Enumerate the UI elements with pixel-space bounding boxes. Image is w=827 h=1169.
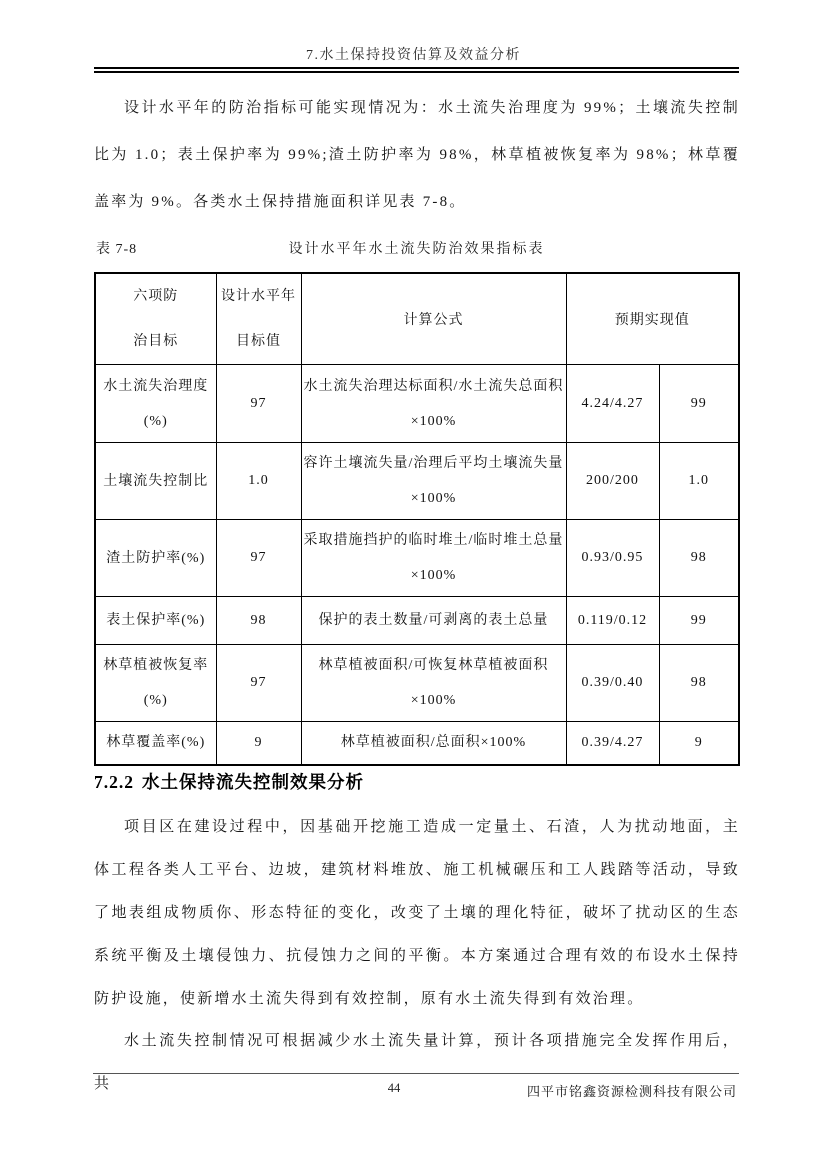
expected-value-cell: 98 [659,520,739,597]
formula-cell: 容许土壤流失量/治理后平均土壤流失量 ×100% [301,443,566,520]
paragraph-intro: 设计水平年的防治指标可能实现情况为：水土流失治理度为 99%；土壤流失控制比为 1.0；表土保护率为 99%;渣土防护率为 98%，林草植被恢复率为 98%；林草覆盖率为 9%。各类水土保持措施面积详见表 7-8。 [94,100,740,210]
paragraph-body-continued: 水土流失控制情况可根据减少水土流失量计算，预计各项措施完全发挥作用后，共 [94,1033,740,1092]
target-cell: 土壤流失控制比 [95,443,216,520]
footer-divider [93,1073,739,1074]
table-caption [94,238,739,260]
target-cell: 表土保护率(%) [95,597,216,645]
table-row [95,722,739,765]
expected-value-cell: 1.0 [659,443,739,520]
footer-page-number: 44 [387,1081,401,1095]
expected-value-cell: 98 [659,645,739,722]
header-cell-goal: 设计水平年 目标值 [216,273,301,365]
table-caption-title: 设计水平年水土流失防治效果指标表 [288,242,545,257]
table-row [95,597,739,645]
header-cell-expected: 预期实现值 [566,273,739,365]
expected-ratio-cell: 0.93/0.95 [566,520,659,597]
target-cell: 林草覆盖率(%) [95,722,216,765]
section-heading [94,769,740,794]
header-divider [94,67,739,73]
table-row [95,443,739,520]
expected-value-cell: 99 [659,597,739,645]
expected-value-cell: 9 [659,722,739,765]
expected-ratio-cell: 0.39/4.27 [566,722,659,765]
page-header-title: 7.水土保持投资估算及效益分析 [306,48,521,63]
header-cell-formula: 计算公式 [301,273,566,365]
formula-cell: 林草植被面积/可恢复林草植被面积 ×100% [301,645,566,722]
expected-ratio-cell: 0.39/0.40 [566,645,659,722]
header-divider-thin-line [94,71,739,73]
paragraph-body: 项目区在建设过程中，因基础开挖施工造成一定量土、石渣，人为扰动地面，主体工程各类人工平台、边坡，建筑材料堆放、施工机械碾压和工人践踏等活动，导致了地表组成物质你、形态特征的变化，改变了土壤的理化特征，破坏了扰动区的生态系统平衡及土壤侵蚀力、抗侵蚀力之间的平衡。本方案通过合理有效的布设水土保持防护设施，使新增水土流失得到有效控制，原有水土流失得到有效治理。 [94,819,740,1007]
goal-cell: 1.0 [216,443,301,520]
goal-cell: 9 [216,722,301,765]
formula-cell: 林草植被面积/总面积×100% [301,722,566,765]
target-cell: 水土流失治理度 (%) [95,365,216,443]
header-cell-targets: 六项防 治目标 [95,273,216,365]
formula-cell: 采取措施挡护的临时堆土/临时堆土总量 ×100% [301,520,566,597]
goal-cell: 97 [216,645,301,722]
formula-cell: 水土流失治理达标面积/水土流失总面积 ×100% [301,365,566,443]
footer-company-name: 四平市铭鑫资源检测科技有限公司 [526,1084,737,1099]
section-number: 7.2.2 [94,772,134,792]
table-row [95,365,739,443]
table-header-row [95,273,739,365]
expected-ratio-cell: 0.119/0.12 [566,597,659,645]
table-caption-label: 表 7-8 [96,242,138,257]
expected-ratio-cell: 200/200 [566,443,659,520]
target-cell: 渣土防护率(%) [95,520,216,597]
formula-cell: 保护的表土数量/可剥离的表土总量 [301,597,566,645]
expected-ratio-cell: 4.24/4.27 [566,365,659,443]
goal-cell: 97 [216,365,301,443]
goal-cell: 98 [216,597,301,645]
section-title: 水土保持流失控制效果分析 [142,772,364,792]
table-row [95,520,739,597]
target-cell: 林草植被恢复率 (%) [95,645,216,722]
expected-value-cell: 99 [659,365,739,443]
goal-cell: 97 [216,520,301,597]
table-row [95,645,739,722]
indicator-table [94,272,739,762]
